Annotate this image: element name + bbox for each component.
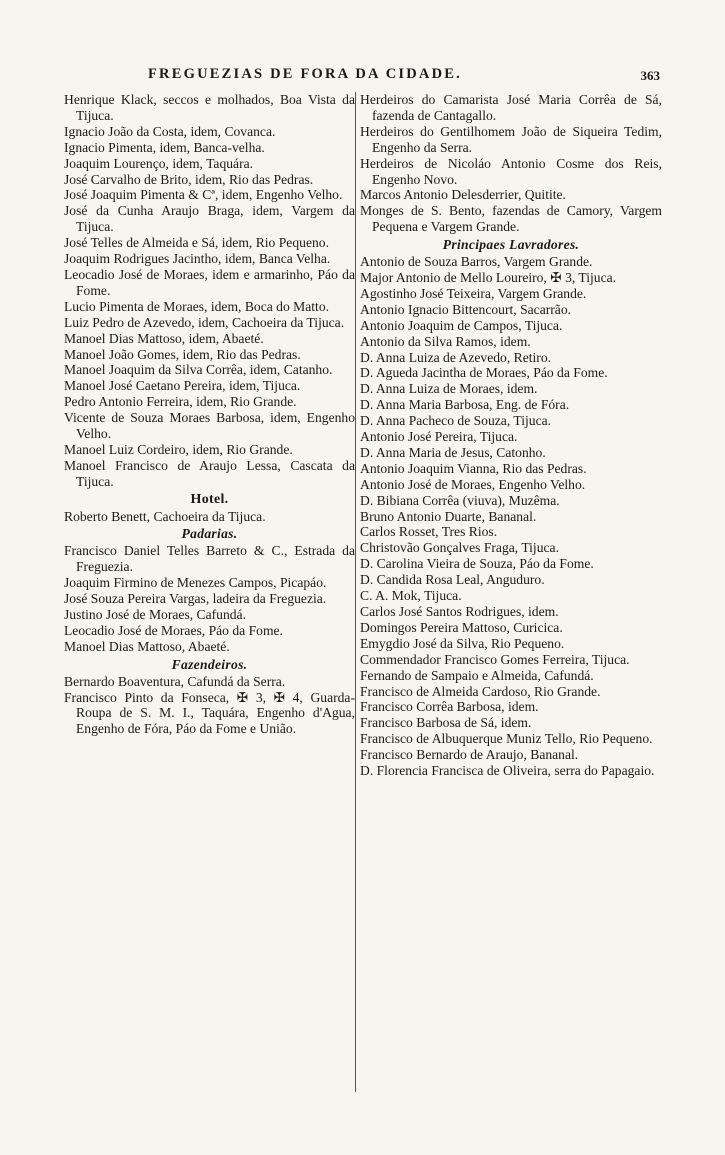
directory-entry: Manoel João Gomes, idem, Rio das Pedras. bbox=[64, 346, 301, 362]
directory-entry: Leocadio José de Moraes, idem e armarinho, Páo da Fome. bbox=[64, 266, 355, 298]
directory-entry: D. Bibiana Corrêa (viuva), Muzêma. bbox=[360, 492, 560, 508]
directory-entry: Fernando de Sampaio e Almeida, Cafundá. bbox=[360, 667, 594, 683]
directory-entry: Manoel José Caetano Pereira, idem, Tijuca. bbox=[64, 378, 301, 394]
section-heading-fazendeiros: Fazendeiros. bbox=[171, 656, 248, 672]
directory-entry: Joaquim Lourenço, idem, Taquára. bbox=[64, 155, 254, 171]
directory-entry: Bruno Antonio Duarte, Bananal. bbox=[360, 508, 537, 524]
directory-entry: Christovão Gonçalves Fraga, Tijuca. bbox=[360, 540, 559, 556]
directory-entry: Manoel Francisco de Araujo Lessa, Cascata da Tijuca. bbox=[64, 457, 355, 489]
directory-entry: D. Anna Luiza de Azevedo, Retiro. bbox=[360, 349, 552, 365]
directory-entry: Francisco Corrêa Barbosa, idem. bbox=[360, 699, 539, 715]
directory-entry: Marcos Antonio Delesderrier, Quitite. bbox=[360, 187, 566, 203]
directory-entry: D. Anna Luiza de Moraes, idem. bbox=[360, 381, 538, 397]
directory-entry: Lucio Pimenta de Moraes, idem, Boca do Matto. bbox=[64, 298, 330, 314]
directory-entry: Francisco Bernardo de Araujo, Bananal. bbox=[360, 747, 579, 763]
directory-entry: Herdeiros do Camarista José Maria Corrêa de Sá, fazenda de Cantagallo. bbox=[360, 92, 662, 123]
directory-entry: Antonio José Pereira, Tijuca. bbox=[360, 429, 518, 445]
directory-entry: Francisco de Almeida Cardoso, Rio Grande. bbox=[360, 683, 601, 699]
directory-entry: Vicente de Souza Moraes Barbosa, idem, Engenho Velho. bbox=[64, 410, 355, 442]
page-title: FREGUEZIAS DE FORA DA CIDADE. bbox=[148, 66, 462, 82]
directory-entry: Antonio Joaquim de Campos, Tijuca. bbox=[360, 317, 563, 333]
directory-entry: Domingos Pereira Mattoso, Curicica. bbox=[360, 619, 563, 635]
directory-entry: D. Anna Pacheco de Souza, Tijuca. bbox=[360, 413, 552, 429]
padarias-list bbox=[64, 543, 355, 654]
directory-entry: Joaquim Firmino de Menezes Campos, Picapáo. bbox=[64, 575, 327, 591]
directory-entry: Bernardo Boaventura, Cafundá da Serra. bbox=[64, 673, 286, 689]
directory-entry: Emygdio José da Silva, Rio Pequeno. bbox=[360, 635, 565, 651]
directory-entry: Manoel Luiz Cordeiro, idem, Rio Grande. bbox=[64, 441, 293, 457]
directory-entry: Manoel Dias Mattoso, Abaeté. bbox=[64, 638, 230, 654]
directory-entry: D. Carolina Vieira de Souza, Páo da Fome. bbox=[360, 556, 594, 572]
directory-entry: Francisco Pinto da Fonseca, ✠ 3, ✠ 4, Guarda-Roupa de S. M. I., Taquára, Engenho d'Agua, Engenho de Fóra, Páo da Fome e União. bbox=[64, 689, 355, 737]
directory-entry: José Carvalho de Brito, idem, Rio das Pedras. bbox=[64, 171, 314, 187]
directory-entry: Ignacio Pimenta, idem, Banca-velha. bbox=[64, 139, 265, 155]
merchants-list bbox=[64, 92, 355, 490]
directory-entry: D. Anna Maria Barbosa, Eng. de Fóra. bbox=[360, 397, 570, 413]
directory-entry: Francisco Barbosa de Sá, idem. bbox=[360, 715, 532, 731]
directory-entry: D. Candida Rosa Leal, Anguduro. bbox=[360, 572, 545, 588]
section-heading-hotel: Hotel. bbox=[190, 491, 229, 507]
directory-entry: Agostinho José Teixeira, Vargem Grande. bbox=[360, 285, 587, 301]
directory-entry: Luiz Pedro de Azevedo, idem, Cachoeira da Tijuca. bbox=[64, 314, 345, 330]
heirs-list bbox=[360, 92, 662, 235]
directory-entry: Antonio de Souza Barros, Vargem Grande. bbox=[360, 254, 593, 270]
directory-entry: Carlos Rosset, Tres Rios. bbox=[360, 524, 498, 540]
directory-entry: Henrique Klack, seccos e molhados, Boa Vista da Tijuca. bbox=[64, 92, 355, 123]
directory-entry: José Telles de Almeida e Sá, idem, Rio Pequeno. bbox=[64, 235, 329, 251]
directory-entry: Herdeiros de Nicoláo Antonio Cosme dos Reis, Engenho Novo. bbox=[360, 155, 662, 187]
directory-entry: Major Antonio de Mello Loureiro, ✠ 3, Tijuca. bbox=[360, 269, 617, 285]
right-column bbox=[360, 92, 662, 779]
directory-entry: Antonio Ignacio Bittencourt, Sacarrão. bbox=[360, 301, 572, 317]
directory-entry: Francisco Daniel Telles Barreto & C., Estrada da Freguezia. bbox=[64, 543, 355, 575]
directory-entry: Monges de S. Bento, fazendas de Camory, Vargem Pequena e Vargem Grande. bbox=[360, 203, 662, 235]
left-column bbox=[64, 92, 355, 737]
directory-entry: Joaquim Rodrigues Jacintho, idem, Banca Velha. bbox=[64, 251, 331, 267]
section-heading-lavradores: Principaes Lavradores. bbox=[442, 237, 580, 253]
directory-entry: Roberto Benett, Cachoeira da Tijuca. bbox=[64, 508, 266, 524]
directory-entry: Manoel Joaquim da Silva Corrêa, idem, Catanho. bbox=[64, 362, 333, 378]
directory-entry: José da Cunha Araujo Braga, idem, Vargem da Tijuca. bbox=[64, 203, 355, 235]
directory-entry: José Souza Pereira Vargas, ladeira da Freguezia. bbox=[64, 591, 327, 607]
directory-entry: Justino José de Moraes, Cafundá. bbox=[64, 607, 246, 622]
directory-entry: Manoel Dias Mattoso, idem, Abaeté. bbox=[64, 330, 264, 346]
section-heading-padarias: Padarias. bbox=[181, 526, 238, 542]
column-divider bbox=[355, 92, 356, 1092]
lavradores-list bbox=[360, 254, 662, 779]
running-head bbox=[60, 64, 660, 88]
directory-entry: D. Anna Maria de Jesus, Catonho. bbox=[360, 444, 546, 460]
directory-entry: Commendador Francisco Gomes Ferreira, Tijuca. bbox=[360, 651, 630, 667]
directory-entry: Herdeiros do Gentilhomem João de Siqueira Tedim, Engenho da Serra. bbox=[360, 123, 662, 155]
directory-entry: D. Agueda Jacintha de Moraes, Páo da Fome. bbox=[360, 365, 608, 381]
fazendeiros-list bbox=[64, 674, 355, 738]
directory-entry: Antonio Joaquim Vianna, Rio das Pedras. bbox=[360, 460, 587, 476]
directory-entry: Carlos José Santos Rodrigues, idem. bbox=[360, 604, 559, 619]
directory-entry: José Joaquim Pimenta & Cª, idem, Engenho Velho. bbox=[64, 187, 343, 203]
directory-entry: C. A. Mok, Tijuca. bbox=[360, 588, 462, 604]
directory-entry: D. Florencia Francisca de Oliveira, serra do Papagaio. bbox=[360, 763, 655, 779]
directory-entry: Ignacio João da Costa, idem, Covanca. bbox=[64, 123, 276, 139]
page-number: 363 bbox=[640, 68, 660, 83]
directory-entry: Leocadio José de Moraes, Páo da Fome. bbox=[64, 622, 283, 638]
hotel-list bbox=[64, 509, 355, 525]
directory-entry: Pedro Antonio Ferreira, idem, Rio Grande. bbox=[64, 394, 297, 410]
directory-entry: Antonio José de Moraes, Engenho Velho. bbox=[360, 476, 586, 492]
directory-entry: Francisco de Albuquerque Muniz Tello, Rio Pequeno. bbox=[360, 731, 653, 747]
directory-entry: Antonio da Silva Ramos, idem. bbox=[360, 333, 531, 349]
